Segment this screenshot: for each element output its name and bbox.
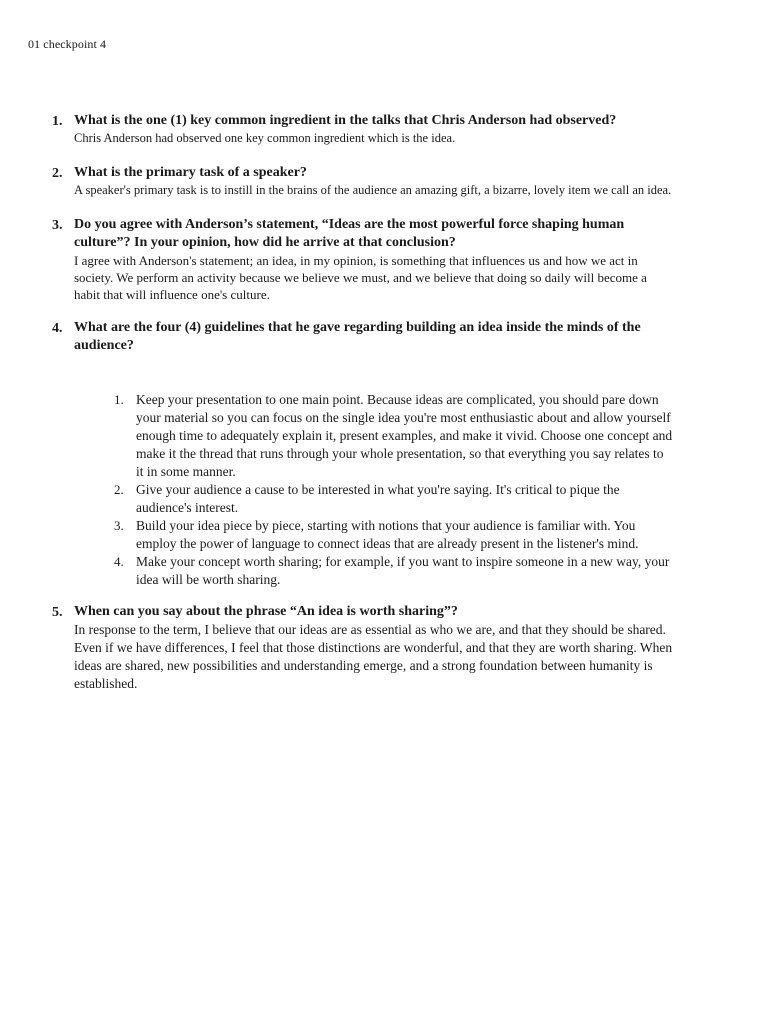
- question-text: When can you say about the phrase “An idea is worth sharing”?: [74, 604, 458, 619]
- question-item-5: [52, 603, 692, 693]
- guideline-item-1: [114, 391, 674, 481]
- answer-text: In response to the term, I believe that our ideas are as essential as who we are, and that they should be shared. Even if we have differences, I feel that those distinctions are wonderful, and that they are worth sharing. When ideas are shared, new possibilities and understanding emerge, and a strong foundation between humanity is established.: [74, 622, 673, 691]
- guideline-text: Give your audience a cause to be interested in what you're saying. It's critical to pique the audience's interest.: [136, 482, 620, 515]
- guideline-item-2: [114, 481, 674, 517]
- question-text: What is the primary task of a speaker?: [74, 165, 307, 180]
- question-item-1: [52, 112, 692, 147]
- question-text: What are the four (4) guidelines that he gave regarding building an idea inside the minds of the audience?: [74, 320, 641, 353]
- guideline-text: Build your idea piece by piece, starting with notions that your audience is familiar with. You employ the power of language to connect ideas that are already present in the listener's mind.: [136, 518, 639, 551]
- question-number: 3.: [52, 218, 63, 233]
- guideline-number: 3.: [114, 518, 124, 533]
- guideline-text: Make your concept worth sharing; for example, if you want to inspire someone in a new way, your idea will be worth sharing.: [136, 554, 670, 587]
- guideline-item-4: [114, 553, 674, 589]
- guideline-text: Keep your presentation to one main point. Because ideas are complicated, you should pare down your material so you can focus on the single idea you're most enthusiastic about and allow yourself enough time to adequately explain it, present examples, and make it vivid. Choose one concept and make it the thread that runs through your whole presentation, so that everything you say relates to it in some manner.: [136, 392, 673, 479]
- question-number: 1.: [52, 114, 63, 129]
- question-item-3: [52, 216, 692, 303]
- guideline-number: 2.: [114, 482, 124, 497]
- guideline-number: 4.: [114, 554, 124, 569]
- answer-text: I agree with Anderson's statement; an idea, in my opinion, is something that influences us and how we act in society. We perform an activity because we believe we must, and we believe that doing so daily will become a habit that will influence one's culture.: [74, 253, 647, 302]
- answer-text: Chris Anderson had observed one key common ingredient which is the idea.: [74, 131, 456, 145]
- guideline-list: [114, 391, 674, 589]
- guideline-number: 1.: [114, 392, 124, 407]
- question-number: 2.: [52, 166, 63, 181]
- question-text: Do you agree with Anderson’s statement, “Ideas are the most powerful force shaping human culture”? In your opinion, how did he arrive at that conclusion?: [74, 217, 625, 250]
- question-list: [52, 110, 692, 710]
- question-item-2: [52, 164, 692, 199]
- question-number: 5.: [52, 605, 63, 620]
- question-item-4: [52, 319, 692, 589]
- document-header: 01 checkpoint 4: [28, 37, 107, 51]
- question-text: What is the one (1) key common ingredient in the talks that Chris Anderson had observed?: [74, 113, 617, 128]
- guideline-item-3: [114, 517, 674, 553]
- question-number: 4.: [52, 321, 63, 336]
- answer-text: A speaker's primary task is to instill in the brains of the audience an amazing gift, a bizarre, lovely item we call an idea.: [74, 183, 672, 197]
